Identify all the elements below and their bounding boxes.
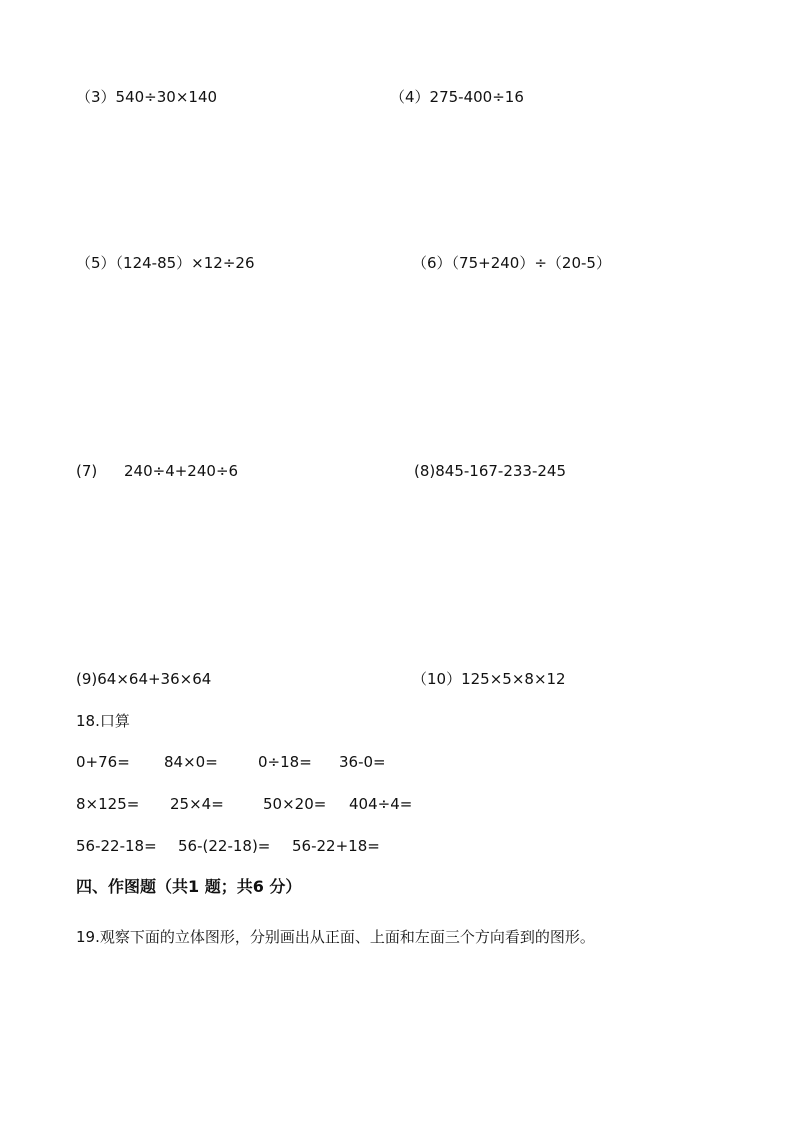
problem-8: (8)845-167-233-245 <box>414 462 567 480</box>
problem-7-label: (7) <box>76 462 98 480</box>
oral-item: 0÷18= <box>258 753 312 771</box>
oral-item: 56-22+18= <box>292 837 380 855</box>
oral-arithmetic-heading: 18.口算 <box>76 712 130 730</box>
problem-5: （5）（124-85）×12÷26 <box>76 254 255 272</box>
problem-7: 240÷4+240÷6 <box>124 462 239 480</box>
oral-item: 50×20= <box>263 795 327 813</box>
oral-item: 84×0= <box>164 753 218 771</box>
problem-4: （4）275-400÷16 <box>390 88 524 106</box>
oral-item: 56-(22-18)= <box>178 837 271 855</box>
problem-6: （6）（75+240）÷（20-5） <box>412 254 611 272</box>
oral-item: 36-0= <box>339 753 386 771</box>
problem-10: （10）125×5×8×12 <box>412 670 566 688</box>
section-heading: 四、作图题（共1 题；共6 分） <box>76 877 302 896</box>
problem-9: (9)64×64+36×64 <box>76 670 212 688</box>
oral-item: 404÷4= <box>349 795 413 813</box>
problem-3: （3）540÷30×140 <box>76 88 218 106</box>
oral-item: 25×4= <box>170 795 224 813</box>
oral-item: 56-22-18= <box>76 837 157 855</box>
question-19: 19.观察下面的立体图形，分别画出从正面、上面和左面三个方向看到的图形。 <box>76 928 595 946</box>
oral-item: 8×125= <box>76 795 140 813</box>
oral-item: 0+76= <box>76 753 130 771</box>
